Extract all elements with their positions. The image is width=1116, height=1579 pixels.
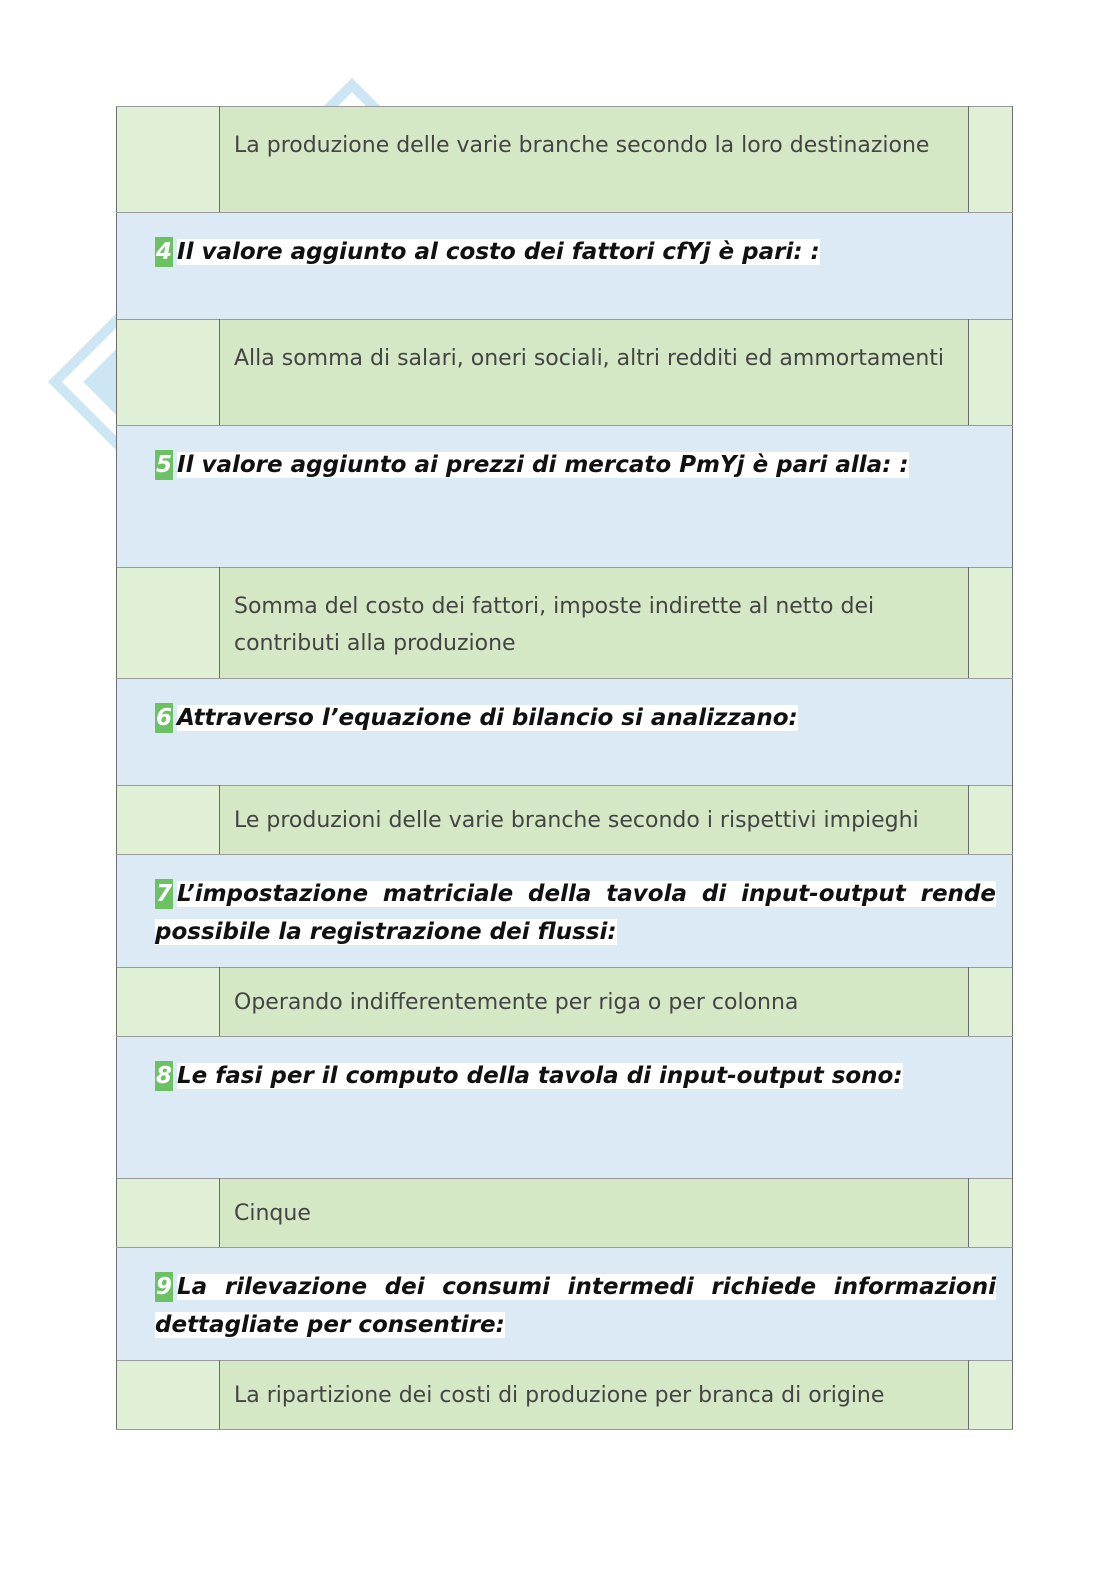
question-text-block [155, 1057, 996, 1095]
answer-left-cell [117, 1179, 220, 1248]
answer-left-cell [117, 320, 220, 426]
answer-text: Alla somma di salari, oneri sociali, altri redditi ed ammortamenti [234, 346, 945, 371]
question-row [117, 1037, 1013, 1179]
question-cell [117, 1037, 1013, 1179]
question-number: 7 [156, 881, 173, 907]
question-cell [117, 213, 1013, 320]
question-number: 9 [156, 1274, 173, 1300]
answer-row [117, 786, 1013, 855]
question-cell [117, 855, 1013, 968]
answer-right-cell [969, 1361, 1013, 1430]
question-text: Le fasi per il computo della tavola di input-output sono: [177, 1063, 903, 1089]
question-row [117, 426, 1013, 568]
answer-left-cell [117, 968, 220, 1037]
answer-left-cell [117, 107, 220, 213]
answer-right-cell [969, 320, 1013, 426]
answer-row [117, 320, 1013, 426]
question-row [117, 855, 1013, 968]
question-cell [117, 679, 1013, 786]
answer-right-cell [969, 107, 1013, 213]
question-text-block [155, 1268, 996, 1344]
question-text-block [155, 233, 996, 271]
answer-row [117, 107, 1013, 213]
answer-cell [220, 786, 969, 855]
answer-row [117, 1179, 1013, 1248]
answer-text: La ripartizione dei costi di produzione per branca di origine [234, 1383, 885, 1408]
answer-left-cell [117, 1361, 220, 1430]
question-row [117, 1248, 1013, 1361]
question-cell [117, 426, 1013, 568]
answer-right-cell [969, 568, 1013, 679]
answer-text: Le produzioni delle varie branche secondo i rispettivi impieghi [234, 808, 919, 833]
answer-cell [220, 1179, 969, 1248]
answer-row [117, 568, 1013, 679]
answer-text: Somma del costo dei fattori, imposte indirette al netto dei contributi alla produzione [234, 594, 875, 656]
answer-row [117, 1361, 1013, 1430]
question-text-block [155, 699, 996, 737]
answer-cell [220, 1361, 969, 1430]
question-number: 8 [156, 1063, 173, 1089]
question-text-block [155, 875, 996, 951]
answer-left-cell [117, 786, 220, 855]
answer-cell [220, 568, 969, 679]
question-number: 5 [156, 452, 173, 478]
answer-left-cell [117, 568, 220, 679]
answer-right-cell [969, 968, 1013, 1037]
question-row [117, 213, 1013, 320]
answer-text: Operando indifferentemente per riga o per colonna [234, 990, 799, 1015]
question-cell [117, 1248, 1013, 1361]
question-text: L’impostazione matriciale della tavola di input-output rende possibile la registrazione dei flussi: [155, 881, 996, 945]
answer-row [117, 968, 1013, 1037]
question-number: 4 [156, 239, 173, 265]
answer-right-cell [969, 1179, 1013, 1248]
question-text: Il valore aggiunto ai prezzi di mercato PmYj è pari alla: : [177, 452, 909, 478]
answer-cell [220, 107, 969, 213]
question-number: 6 [156, 705, 173, 731]
answer-text: Cinque [234, 1201, 311, 1226]
question-text-block [155, 446, 996, 484]
question-row [117, 679, 1013, 786]
question-text: Attraverso l’equazione di bilancio si analizzano: [177, 705, 798, 731]
answer-right-cell [969, 786, 1013, 855]
answer-text: La produzione delle varie branche secondo la loro destinazione [234, 133, 930, 158]
answer-cell [220, 968, 969, 1037]
question-text: Il valore aggiunto al costo dei fattori cfYj è pari: : [177, 239, 820, 265]
qa-table [116, 106, 1013, 1430]
answer-cell [220, 320, 969, 426]
question-text: La rilevazione dei consumi intermedi richiede informazioni dettagliate per consentire: [155, 1274, 996, 1338]
